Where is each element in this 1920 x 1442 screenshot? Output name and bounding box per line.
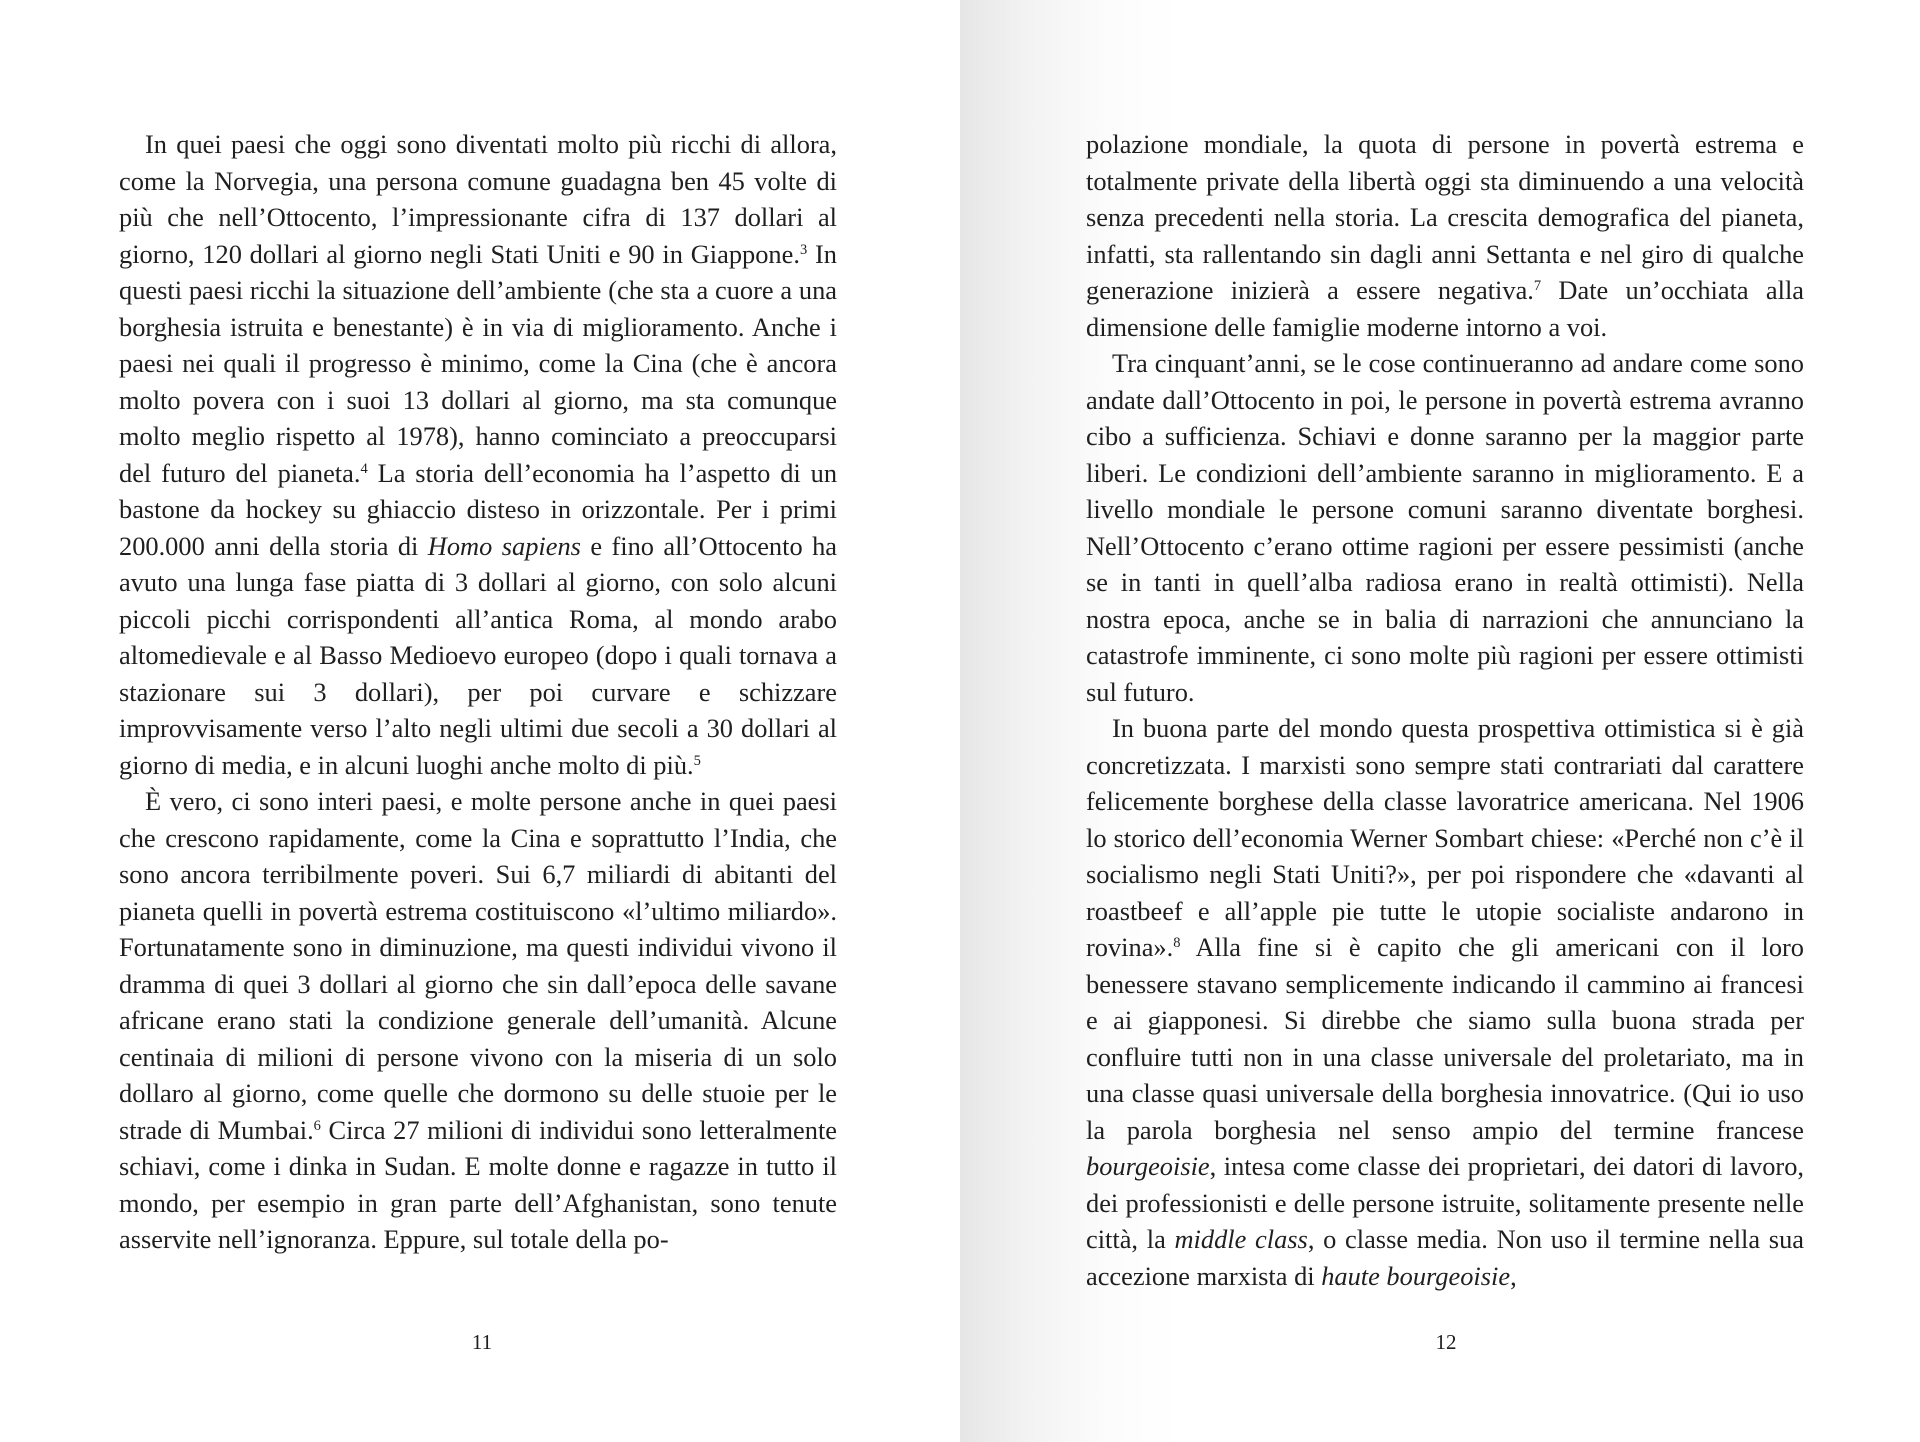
text-run: È vero, ci sono interi paesi, e molte persone anche in quei paesi che crescono rapidamente, come la Cina e soprattutto l’India, che sono ancora terribilmente poveri. Sui 6,7 miliardi di abitanti del pianeta quelli in povertà estrema costituiscono «l’ultimo miliardo». Fortunatamente sono in diminuzione, ma questi individui vivono il dramma di quei 3 dollari al giorno che sin dall’epoca delle savane africane erano stati la condizione generale dell’umanità. Alcune centinaia di milioni di persone vivono con la miseria di un solo dollaro al giorno, come quelle che dormono su delle stuoie per le strade di Mumbai. (119, 786, 837, 1145)
text-run: In quei paesi che oggi sono diventati molto più ricchi di allora, come la Norvegia, una persona comune guadagna ben 45 volte di più che nell’Ottocento, l’impressionante cifra di 137 dollari al giorno, 120 dollari al giorno negli Stati Uniti e 90 in Giappone. (119, 129, 837, 269)
right-page (960, 0, 1920, 1442)
body-text (1086, 126, 1804, 1294)
footnote-reference: 4 (360, 460, 368, 477)
page-number: 11 (471, 1330, 493, 1354)
paragraph (1086, 710, 1804, 1294)
footnote-reference: 6 (313, 1117, 321, 1134)
text-run: , o classe media. Non uso il termine nella sua accezione marxista di (1086, 1224, 1804, 1291)
text-run: In questi paesi ricchi la situazione dell’ambiente (che sta a cuore a una borghesia istruita e benestante) è in via di miglioramento. Anche i paesi nei quali il progresso è minimo, come la Cina (che è ancora molto povera con i suoi 13 dollari al giorno, ma sta comunque molto meglio rispetto al 1978), hanno cominciato a preoccuparsi del futuro del pianeta. (119, 238, 837, 488)
italic-text: haute bourgeoisie (1321, 1260, 1511, 1291)
text-run: , intesa come classe dei proprietari, dei datori di lavoro, dei professionisti e delle persone istruite, solitamente presente nelle città, la (1086, 1151, 1804, 1254)
paragraph (119, 126, 837, 783)
italic-text: bourgeoisie (1086, 1151, 1210, 1181)
text-run: Date un’occhiata alla dimensione delle famiglie moderne intorno a voi. (1086, 275, 1804, 342)
text-run: Circa 27 milioni di individui sono letteralmente schiavi, come i dinka in Sudan. E molte donne e ragazze in tutto il mondo, per esempio in gran parte dell’Afghanistan, sono tenute asservite nell’ignoranza. Eppure, sul totale della po- (119, 1114, 837, 1254)
text-run: e fino all’Ottocento ha avuto una lunga fase piatta di 3 dollari al giorno, con solo alcuni piccoli picchi corrispondenti all’antica Roma, al mondo arabo altomedievale e al Basso Medioevo europeo (dopo i quali tornava a stazionare sui 3 dollari), per poi curvare e schizzare improvvisamente verso l’alto negli ultimi due secoli a 30 dollari al giorno di media, e in alcuni luoghi anche molto di più. (119, 530, 837, 780)
page-number: 12 (1435, 1330, 1457, 1354)
text-run: La storia dell’economia ha l’aspetto di un bastone da hockey su ghiaccio disteso in orizzontale. Per i primi 200.000 anni della storia di (119, 457, 838, 561)
text-run: Tra cinquant’anni, se le cose continueranno ad andare come sono andate dall’Ottocento in poi, le persone in povertà estrema avranno cibo a sufficienza. Schiavi e donne saranno per la maggior parte liberi. Le condizioni dell’ambiente saranno in miglioramento. E a livello mondiale le persone comuni saranno diventate borghesi. Nell’Ottocento c’erano ottime ragioni per essere pessimisti (anche se in tanti in quell’alba radiosa erano in realtà ottimisti). Nella nostra epoca, anche se in balia di narrazioni che annunciano la catastrofe imminente, ci sono molte più ragioni per essere ottimisti sul futuro. (1086, 348, 1804, 707)
footnote-reference: 7 (1533, 278, 1542, 294)
text-run: polazione mondiale, la quota di persone in povertà estrema e totalmente private della libertà oggi sta diminuendo a una velocità senza precedenti nella storia. La crescita demografica del pianeta, infatti, sta rallentando sin dagli anni Settanta e nel giro di qualche generazione inizierà a essere negativa. (1086, 129, 1804, 305)
footnote-reference: 8 (1173, 935, 1181, 951)
footnote-reference: 5 (693, 752, 701, 769)
italic-text: middle class (1174, 1224, 1308, 1254)
paragraph (1086, 126, 1804, 345)
paragraph (1086, 345, 1804, 710)
footnote-reference: 3 (799, 241, 808, 258)
text-run: , (1510, 1260, 1517, 1291)
paragraph (119, 783, 837, 1258)
text-run: Alla fine si è capito che gli americani con il loro benessere stavano semplicemente indicando il cammino ai francesi e ai giapponesi. Si direbbe che siamo sulla buona strada per confluire tutti non in una classe universale del proletariato, ma in una classe quasi universale della borghesia innovatrice. (Qui io uso la parola borghesia nel senso ampio del termine francese (1086, 932, 1804, 1145)
text-run: In buona parte del mondo questa prospettiva ottimistica si è già concretizzata. I marxisti sono sempre stati contrariati dal carattere felicemente borghese della classe lavoratrice americana. Nel 1906 lo storico dell’economia Werner Sombart chiese: «Perché non c’è il socialismo negli Stati Uniti?», per poi rispondere che «davanti al roastbeef e all’apple pie tutte le utopie socialiste andarono in rovina». (1086, 713, 1804, 962)
italic-text: Homo sapiens (427, 530, 581, 561)
body-text (119, 126, 837, 1258)
